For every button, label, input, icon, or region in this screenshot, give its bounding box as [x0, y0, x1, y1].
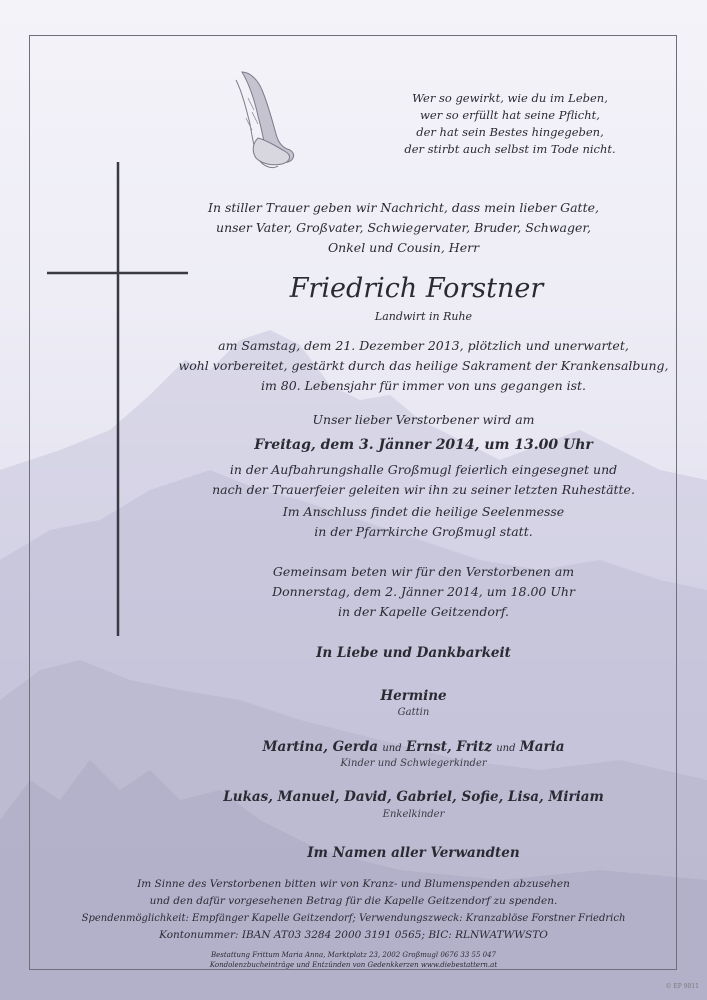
funeral-line: in der Pfarrkirche Großmugl statt.: [314, 524, 533, 539]
donation-line: und den dafür vorgesehenen Betrag für die Kapelle Geitzendorf zu spenden.: [149, 895, 558, 907]
funeral-line: in der Aufbahrungshalle Großmugl feierlich eingesegnet und: [229, 462, 618, 477]
children-role: Kinder und Schwiegerkinder: [340, 758, 487, 769]
widow-name: Hermine: [380, 688, 447, 704]
funeral-lead: Unser lieber Verstorbener wird am: [312, 412, 535, 427]
children-connector: und: [382, 743, 402, 754]
funeral-line: Im Anschluss findet die heilige Seelenmesse: [282, 504, 565, 519]
death-notice-line: im 80. Lebensjahr für immer von uns gegangen ist.: [260, 378, 587, 393]
intro-line: In stiller Trauer geben wir Nachricht, dass mein lieber Gatte,: [208, 200, 599, 215]
motto-line: der stirbt auch selbst im Tode nicht.: [404, 142, 616, 156]
praying-hands-icon: [228, 68, 300, 173]
intro-line: unser Vater, Großvater, Schwiegervater, Bruder, Schwager,: [216, 220, 591, 235]
footer-line: Bestattung Frittum Maria Anna, Marktplatz 23, 2002 Großmugl 0676 33 55 047: [210, 951, 496, 959]
widow-role: Gattin: [397, 707, 430, 718]
footer-line: Kondolenzbucheinträge und Entzünden von Gedenkkerzen www.diebestattern.at: [209, 961, 498, 969]
children-name: Ernst, Fritz: [405, 739, 492, 755]
donation-line: Spendenmöglichkeit: Empfänger Kapelle Geitzendorf; Verwendungszweck: Kranzablöse Forstner Friedrich: [81, 913, 626, 924]
deceased-name: Friedrich Forstner: [289, 273, 544, 304]
motto-line: der hat sein Bestes hingegeben,: [416, 125, 604, 139]
prayer-line: Gemeinsam beten wir für den Verstorbenen am: [272, 564, 575, 579]
children-name: Martina, Gerda: [262, 739, 379, 755]
love-line: In Liebe und Dankbarkeit: [316, 645, 511, 661]
death-notice-line: am Samstag, dem 21. Dezember 2013, plötzlich und unerwartet,: [218, 338, 629, 353]
deceased-occupation: Landwirt in Ruhe: [374, 310, 473, 323]
donation-line: Im Sinne des Verstorbenen bitten wir von Kranz- und Blumenspenden abzusehen: [137, 878, 570, 890]
motto-line: wer so erfüllt hat seine Pflicht,: [420, 108, 600, 122]
motto-line: Wer so gewirkt, wie du im Leben,: [412, 91, 608, 105]
grandchildren-names: Lukas, Manuel, David, Gabriel, Sofie, Lisa, Miriam: [223, 789, 604, 805]
corner-mark: © EP 9011: [665, 983, 699, 990]
motto-verse: [395, 90, 625, 158]
relatives-line: Im Namen aller Verwandten: [307, 845, 520, 861]
death-notice-line: wohl vorbereitet, gestärkt durch das heilige Sakrament der Krankensalbung,: [178, 358, 669, 373]
intro-line: Onkel und Cousin, Herr: [327, 240, 480, 255]
children-name: Maria: [519, 739, 565, 755]
funeral-date: Freitag, dem 3. Jänner 2014, um 13.00 Uhr: [254, 437, 593, 453]
grandchildren-role: Enkelkinder: [382, 809, 445, 820]
funeral-line: nach der Trauerfeier geleiten wir ihn zu seiner letzten Ruhestätte.: [212, 482, 635, 497]
donation-line: Kontonummer: IBAN AT03 3284 2000 3191 0565; BIC: RLNWATWWSTO: [159, 929, 548, 941]
prayer-line: in der Kapelle Geitzendorf.: [337, 604, 510, 619]
children-connector: und: [496, 743, 516, 754]
children-names: [60, 737, 707, 759]
prayer-line: Donnerstag, dem 2. Jänner 2014, um 18.00 Uhr: [272, 584, 575, 599]
